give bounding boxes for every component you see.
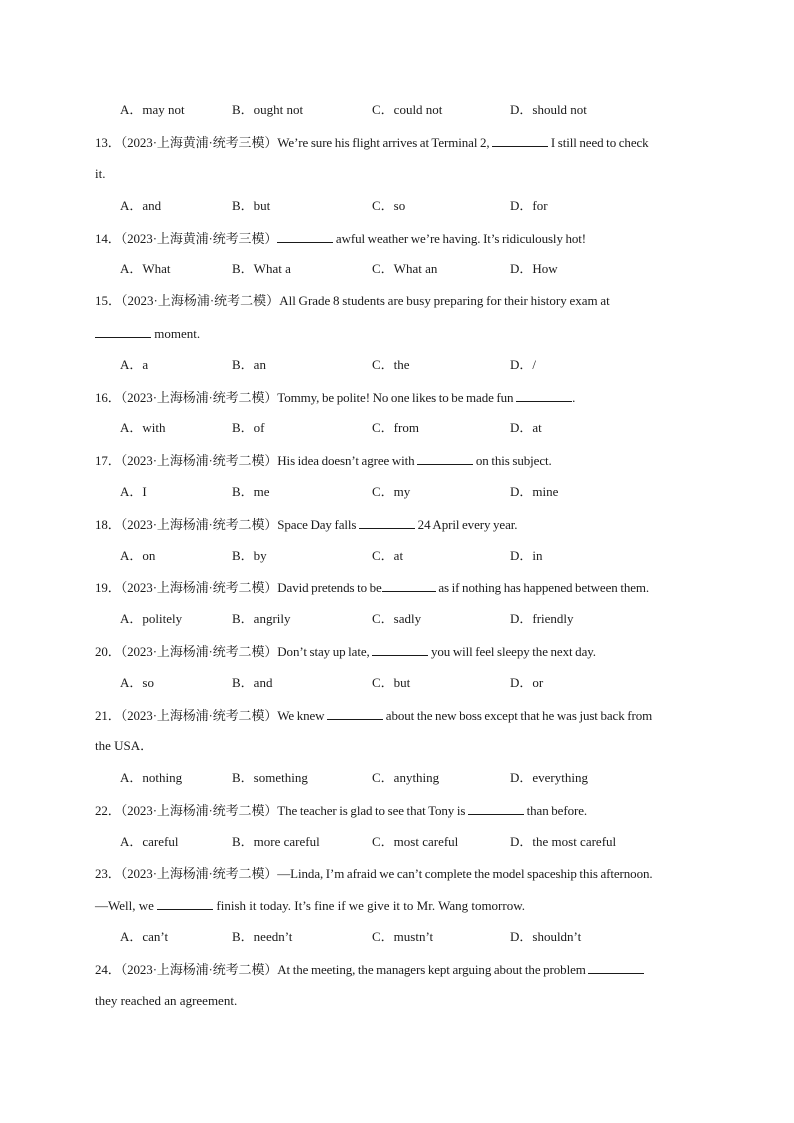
option-b: B．and <box>232 675 273 690</box>
answer-blank <box>588 961 644 974</box>
q22-options <box>0 834 794 850</box>
question-text: All Grade 8 students are busy preparing for their history exam at <box>279 293 610 308</box>
q23-options <box>0 929 794 945</box>
question-text: as if nothing has happened between them. <box>438 580 650 595</box>
question-text: 24 April every year. <box>417 517 518 532</box>
q13-options <box>0 198 794 214</box>
option-d: D．the most careful <box>510 834 617 849</box>
q17-options <box>0 484 794 500</box>
question-20 <box>95 643 705 660</box>
question-number: 16． <box>95 390 121 405</box>
answer-blank <box>157 897 213 910</box>
option-b: B．something <box>232 770 308 785</box>
question-text: His idea doesn’t agree with <box>277 453 415 468</box>
option-b: B．angrily <box>232 611 291 626</box>
q18-options <box>0 548 794 564</box>
q21-options <box>0 770 794 786</box>
option-a: A．and <box>120 198 162 213</box>
question-text: I still need to check <box>550 135 649 150</box>
question-source: （2023·上海杨浦·统考二模） <box>120 803 278 818</box>
question-number: 15． <box>95 293 122 308</box>
option-c: C．What an <box>372 261 438 276</box>
q19-options <box>0 611 794 627</box>
option-a: A．What <box>120 261 171 276</box>
option-a: A．politely <box>120 611 183 626</box>
question-21-continued: the USA． <box>95 738 154 753</box>
q15-options <box>0 357 794 373</box>
option-d: D．How <box>510 261 558 276</box>
question-text: on this subject. <box>475 453 552 468</box>
question-source: （2023·上海杨浦·统考二模） <box>121 293 280 308</box>
option-d: D．friendly <box>510 611 574 626</box>
question-source: （2023·上海杨浦·统考二模） <box>120 708 278 723</box>
option-d: D．at <box>510 420 542 435</box>
answer-blank <box>516 389 572 402</box>
answer-blank <box>468 802 524 815</box>
question-text: The teacher is glad to see that Tony is <box>277 803 466 818</box>
option-b: B．me <box>232 484 270 499</box>
option-b: B．an <box>232 357 266 372</box>
option-c: C．the <box>372 357 410 372</box>
option-d: D．or <box>510 675 544 690</box>
option-d: D．in <box>510 548 543 563</box>
option-c: C．most careful <box>372 834 459 849</box>
question-source: （2023·上海杨浦·统考二模） <box>120 517 278 532</box>
option-b: B．but <box>232 198 271 213</box>
answer-blank <box>327 707 383 720</box>
question-number: 21． <box>95 708 121 723</box>
question-text: than before. <box>526 803 588 818</box>
question-14 <box>95 230 705 247</box>
option-b: B．more careful <box>232 834 320 849</box>
question-19 <box>95 579 705 596</box>
option-d: D．everything <box>510 770 588 785</box>
option-b: B．What a <box>232 261 291 276</box>
option-c: C．but <box>372 675 411 690</box>
question-21 <box>95 707 705 724</box>
question-source: （2023·上海黄浦·统考三模） <box>120 135 278 150</box>
option-a: A．a <box>120 357 149 372</box>
question-text: you will feel sleepy the next day. <box>430 644 596 659</box>
question-13 <box>95 134 705 151</box>
question-text: Don’t stay up late, <box>277 644 370 659</box>
answer-blank <box>417 452 473 465</box>
question-text: moment. <box>154 326 201 341</box>
question-22 <box>95 802 705 819</box>
question-13-continued: it. <box>95 166 106 181</box>
question-16 <box>95 389 705 406</box>
option-a: A．careful <box>120 834 179 849</box>
answer-blank <box>382 579 436 592</box>
question-text: David pretends to be <box>277 580 382 595</box>
option-c: C．so <box>372 198 406 213</box>
option-a: A．nothing <box>120 770 183 785</box>
option-c: C．could not <box>372 102 443 117</box>
question-source: （2023·上海杨浦·统考二模） <box>120 962 278 977</box>
option-c: C．from <box>372 420 419 435</box>
question-number: 17． <box>95 453 121 468</box>
question-text: At the meeting, the managers kept arguing about the problem <box>277 962 586 977</box>
question-number: 18． <box>95 517 121 532</box>
question-number: 13． <box>95 135 121 150</box>
question-number: 23． <box>95 866 121 881</box>
q14-options <box>0 261 794 277</box>
question-text: —Well, we <box>95 898 154 913</box>
option-d: D．for <box>510 198 548 213</box>
option-b: B．needn’t <box>232 929 293 944</box>
question-text: finish it today. It’s fine if we give it to Mr. Wang tomorrow. <box>216 898 526 913</box>
question-17 <box>95 452 705 469</box>
question-23 <box>95 866 705 882</box>
option-d: D．should not <box>510 102 587 117</box>
question-number: 19． <box>95 580 121 595</box>
option-a: A．with <box>120 420 166 435</box>
question-text: awful weather we’re having. It’s ridiculously hot! <box>335 231 587 246</box>
question-number: 22． <box>95 803 121 818</box>
question-source: （2023·上海杨浦·统考二模） <box>120 580 278 595</box>
option-a: A．so <box>120 675 154 690</box>
option-b: B．ought not <box>232 102 304 117</box>
question-source: （2023·上海杨浦·统考二模） <box>120 390 278 405</box>
answer-blank <box>277 230 333 243</box>
option-c: C．at <box>372 548 404 563</box>
option-a: A．can’t <box>120 929 169 944</box>
option-a: A．I <box>120 484 147 499</box>
option-a: A．may not <box>120 102 185 117</box>
question-source: （2023·上海杨浦·统考二模） <box>120 453 278 468</box>
option-d: D．/ <box>510 357 537 372</box>
option-d: D．shouldn’t <box>510 929 582 944</box>
question-text: . <box>572 390 576 405</box>
option-c: C．mustn’t <box>372 929 434 944</box>
q12-options <box>0 102 794 118</box>
option-b: B．of <box>232 420 265 435</box>
option-a: A．on <box>120 548 156 563</box>
question-number: 24． <box>95 962 121 977</box>
option-d: D．mine <box>510 484 559 499</box>
question-source: （2023·上海杨浦·统考二模） <box>120 644 278 659</box>
question-24-continued: they reached an agreement. <box>95 993 238 1008</box>
option-c: C．sadly <box>372 611 422 626</box>
option-b: B．by <box>232 548 267 563</box>
question-18 <box>95 516 705 533</box>
question-text: We’re sure his flight arrives at Terminal 2, <box>277 135 490 150</box>
question-number: 20． <box>95 644 121 659</box>
question-15-continued <box>95 325 200 342</box>
question-15 <box>95 293 705 309</box>
q16-options <box>0 420 794 436</box>
answer-blank <box>492 134 548 147</box>
question-text: Tommy, be polite! No one likes to be made fun <box>277 390 514 405</box>
answer-blank <box>359 516 415 529</box>
q20-options <box>0 675 794 691</box>
question-text: We knew <box>277 708 325 723</box>
option-c: C．my <box>372 484 411 499</box>
question-source: （2023·上海杨浦·统考二模） <box>120 866 278 881</box>
option-c: C．anything <box>372 770 440 785</box>
question-number: 14． <box>95 231 121 246</box>
question-text: —Linda, I’m afraid we can’t complete the model spaceship this afternoon. <box>277 866 653 881</box>
question-24 <box>95 961 705 978</box>
question-text: Space Day falls <box>277 517 357 532</box>
question-23-reply <box>95 897 525 914</box>
answer-blank <box>372 643 428 656</box>
question-text: about the new boss except that he was just back from <box>385 708 653 723</box>
question-source: （2023·上海黄浦·统考三模） <box>120 231 278 246</box>
answer-blank <box>95 325 151 338</box>
